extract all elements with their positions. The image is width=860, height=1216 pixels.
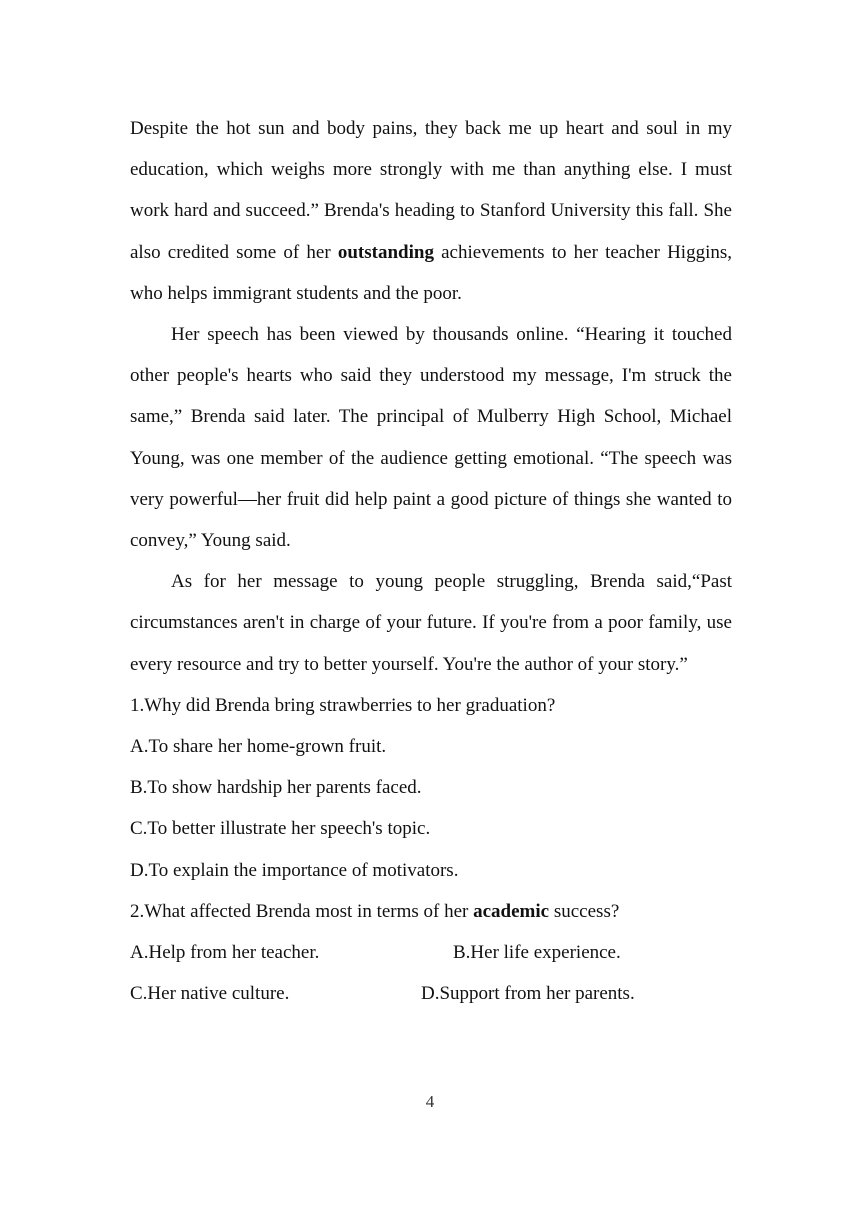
- passage-paragraph-3: As for her message to young people struggling, Brenda said,“Past circumstances aren't in charge of your future. If you're from a poor family, use every resource and try to better yourself. You're the author of your story.”: [130, 571, 732, 675]
- question-1-option-b: B.To show hardship her parents faced.: [130, 777, 422, 799]
- question-1-option-c: C.To better illustrate her speech's topic.: [130, 818, 431, 840]
- keyword-outstanding: outstanding: [337, 241, 434, 263]
- question-2-stem-text-b: success?: [549, 900, 620, 922]
- question-2-option-a: A.Help from her teacher.: [130, 942, 320, 964]
- question-2-option-d: D.Support from her parents.: [421, 983, 635, 1005]
- question-2-stem-text-a: 2.What affected Brenda most in terms of her: [130, 900, 474, 922]
- question-1-stem: 1.Why did Brenda bring strawberries to her graduation?: [130, 694, 556, 716]
- page-content: [130, 108, 732, 1014]
- page-number: 4: [425, 1092, 435, 1111]
- question-2-options-row-1: [130, 932, 732, 973]
- keyword-academic: academic: [473, 900, 550, 922]
- question-1-option-a: A.To share her home-grown fruit.: [130, 736, 387, 758]
- question-2-option-b: B.Her life experience.: [453, 942, 621, 964]
- question-2-stem: [130, 891, 732, 932]
- question-1-option-d: D.To explain the importance of motivators.: [130, 859, 459, 881]
- paragraph-1-text-a: Despite the hot sun and body pains, they back me up heart and soul in my education, which weighs more strongly with me than anything else. I must work hard and succeed.” Brenda's heading to Stanford University this fall. She also credited some of her: [130, 118, 732, 263]
- question-2-options-row-2: [130, 973, 732, 1014]
- passage-paragraph-1: [130, 108, 732, 314]
- question-2-option-c: C.Her native culture.: [130, 983, 290, 1005]
- paragraph-1-text-b: achievements to her teacher Higgins, who helps immigrant students and the poor.: [130, 241, 733, 304]
- passage-paragraph-2: Her speech has been viewed by thousands online. “Hearing it touched other people's hearts who said they understood my message, I'm struck the same,” Brenda said later. The principal of Mulberry High School, Michael Young, was one member of the audience getting emotional. “The speech was very powerful—her fruit did help paint a good picture of things she wanted to convey,” Young said.: [130, 324, 732, 552]
